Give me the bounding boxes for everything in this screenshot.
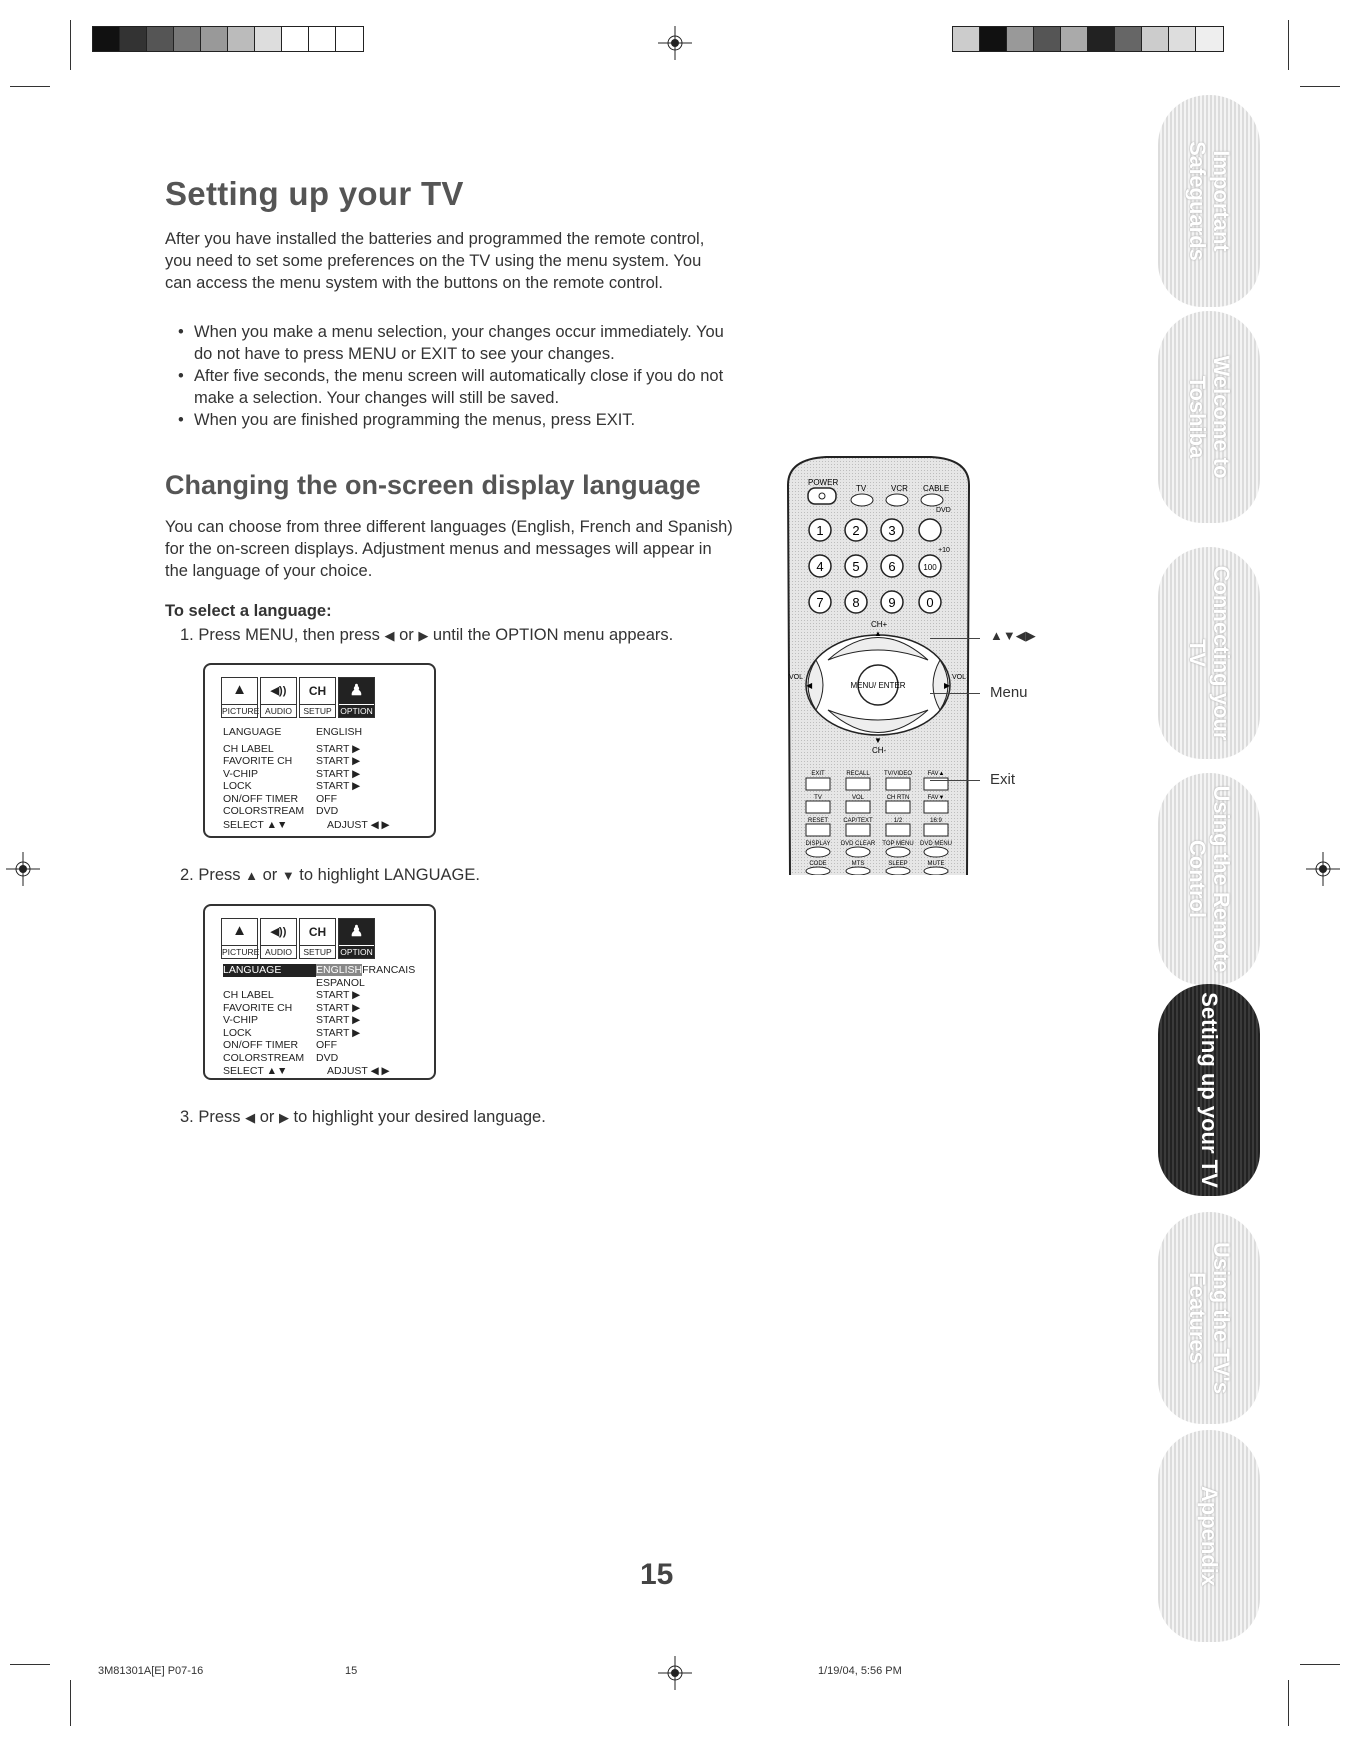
side-tab-features[interactable]: Using the TV's Features [1158,1212,1260,1424]
cap-text-button [846,824,870,836]
left-arrow-icon: ◀ [245,1110,256,1125]
cable-button [921,494,943,506]
crop-mark [1300,1664,1340,1665]
ch-minus-label: CH- [872,746,887,755]
fav-down-button [924,801,948,813]
svg-text:+10: +10 [938,547,950,554]
remote-label-dvd: DVD [936,507,951,514]
power-button [808,488,836,504]
right-arrow-icon: ▶ [418,628,429,643]
remote-label-power: POWER [808,478,839,487]
menu-items [223,964,415,1078]
menu-tab-option: ♟ OPTION [338,918,375,959]
step-number: 2. [180,866,194,884]
bullet-list [178,321,738,431]
menu-tab-picture: ▲ PICTURE [221,677,258,718]
svg-text:RECALL: RECALL [846,771,870,777]
picture-icon: ▲ [232,681,247,698]
svg-text:8: 8 [852,595,860,610]
down-arrow-icon: ▼ [281,868,295,883]
menu-tab-setup: CH SETUP [299,677,336,718]
svg-text:2: 2 [852,523,860,538]
step-number: 3. [180,1108,194,1126]
svg-text:3: 3 [888,523,896,538]
up-arrow-icon: ▲ [874,629,882,638]
svg-text:FAV▼: FAV▼ [927,795,945,801]
left-arrow-icon: ◀ [384,628,395,643]
option-menu-screen [203,663,436,838]
option-menu-language-screen [203,904,436,1080]
svg-text:DVD MENU: DVD MENU [919,841,953,847]
remote-label-vcr: VCR [891,484,908,493]
ch-rtn-button [886,801,910,813]
down-arrow-icon: ▼ [874,736,882,745]
menu-footer: SELECT ▲▼ ADJUST ◀ ▶ [223,818,390,831]
dvd-clear-button [846,847,870,857]
color-bar-left [92,26,364,52]
procedure-heading: To select a language: [165,602,332,620]
vcr-button [886,494,908,506]
step-number: 1. [180,626,194,644]
registration-mark-icon [6,852,40,886]
svg-text:EXIT: EXIT [811,771,825,777]
crop-mark [1300,86,1340,87]
svg-text:1/2: 1/2 [893,818,903,824]
step-2: 2. Press ▲ or ▼ to highlight LANGUAGE. [180,866,480,884]
tv-button-2 [806,801,830,813]
section-paragraph: You can choose from three different languages (English, French and Spanish) for the on-screen displays. Adjustment menus and messages will appear in the language of your choice. [165,518,733,580]
svg-text:7: 7 [816,595,824,610]
code-button [806,867,830,875]
svg-text:DISPLAY: DISPLAY [805,841,831,847]
svg-text:CH RTN: CH RTN [886,795,910,801]
menu-tab-setup: CH SETUP [299,918,336,959]
callout-line-exit [930,780,980,781]
step-1: 1. Press MENU, then press ◀ or ▶ until the OPTION menu appears. [180,626,674,644]
footer-timestamp: 1/19/04, 5:56 PM [818,1665,902,1677]
speaker-icon: ◀)) [270,685,287,697]
ch-icon: CH [308,925,327,939]
menu-row: COLORSTREAM DVD [223,1051,339,1064]
mts-button [846,867,870,875]
ch-icon: CH [308,684,327,698]
menu-tabs [221,677,375,718]
aspect-button [924,824,948,836]
menu-row: COLORSTREAM DVD [223,805,339,817]
recall-button [846,778,870,790]
crop-mark [10,86,50,87]
menu-row: CH LABEL START ▶ [223,742,361,755]
right-arrow-icon: ▶ [944,681,951,690]
menu-row: ON/OFF TIMER OFF [223,792,337,805]
svg-text:6: 6 [888,559,896,574]
svg-text:FAV▲: FAV▲ [927,771,945,777]
option-icon: ♟ [349,682,364,699]
menu-row: ON/OFF TIMER OFF [223,1039,337,1051]
svg-text:0: 0 [926,595,934,610]
step-3: 3. Press ◀ or ▶ to highlight your desired language. [180,1108,546,1126]
section-title: Changing the on-screen display language [165,470,701,500]
svg-text:CODE: CODE [809,861,827,867]
crop-mark [70,1680,71,1726]
picture-icon: ▲ [232,922,247,939]
tv-button [851,494,873,506]
callout-exit: Exit [990,771,1016,788]
remote-control-illustration [786,455,971,875]
remote-label-cable: CABLE [923,484,950,493]
svg-text:MTS: MTS [851,861,865,867]
top-menu-button [886,847,910,857]
svg-text:MUTE: MUTE [927,861,945,867]
svg-text:TOP MENU: TOP MENU [882,841,914,847]
half-button [886,824,910,836]
language-option-selected: ENGLISH [316,964,363,976]
callout-line-menu [930,693,980,694]
svg-text:1: 1 [816,523,824,538]
remote-label-tv: TV [856,484,867,493]
menu-tab-audio: ◀)) AUDIO [260,677,297,718]
dvd-menu-button [924,847,948,857]
vol-label-left: VOL [789,674,804,681]
page-title: Setting up your TV [165,175,464,212]
svg-text:100: 100 [923,563,937,572]
menu-tabs [221,918,375,959]
list-item: • When you are finished programming the menus, press EXIT. [178,409,738,431]
footer-job-code: 3M81301A[E] P07-16 [98,1665,204,1677]
dvd-button [919,519,941,541]
menu-row-language-highlighted: LANGUAGE ENGLISHFRANCAIS [223,964,416,976]
menu-row: LANGUAGE ENGLISH [223,726,363,738]
list-item: • After five seconds, the menu screen will automatically close if you do not make a selection. Your changes will still be saved. [178,365,738,409]
svg-text:5: 5 [852,559,860,574]
menu-row: FAVORITE CH START ▶ [223,755,361,767]
menu-row [223,977,415,990]
svg-text:TV/VIDEO: TV/VIDEO [883,771,913,777]
side-tab-remote[interactable]: Using the Remote Control [1158,773,1260,985]
svg-text:MENU/ ENTER: MENU/ ENTER [850,681,906,690]
registration-mark-icon [658,1656,692,1690]
tv-video-button [886,778,910,790]
callout-menu: Menu [990,684,1028,701]
page-number: 15 [640,1558,674,1591]
footer-page: 15 [345,1665,358,1677]
crop-mark [10,1664,50,1665]
svg-text:TV: TV [814,795,822,801]
sleep-button [886,867,910,875]
language-option: FRANCAIS [362,964,416,976]
svg-text:SLEEP: SLEEP [888,861,908,867]
callout-line-arrows [930,638,980,639]
side-tab-welcome[interactable]: Welcome to Toshiba [1158,311,1260,523]
menu-row: LOCK START ▶ [223,780,361,792]
menu-footer: SELECT ▲▼ ADJUST ◀ ▶ [223,1065,390,1077]
svg-text:16:9: 16:9 [930,818,942,824]
menu-tab-option: ♟ OPTION [338,677,375,718]
side-tab-setting-up[interactable]: Setting up your TV [1158,984,1260,1196]
crop-mark [1288,1680,1289,1726]
svg-text:DVD CLEAR: DVD CLEAR [840,841,876,847]
menu-row: V-CHIP START ▶ [223,1014,361,1026]
menu-row: V-CHIP START ▶ [223,767,361,780]
ch-plus-label: CH+ [871,620,888,629]
up-arrow-icon: ▲ [245,868,258,883]
language-option: ESPANOL [316,976,365,989]
menu-row: LOCK START ▶ [223,1026,361,1039]
menu-items [223,726,390,831]
left-arrow-icon: ◀ [806,681,813,690]
registration-mark-icon [658,26,692,60]
menu-row: CH LABEL START ▶ [223,989,361,1001]
crop-mark [70,20,71,70]
right-arrow-icon: ▶ [278,1110,289,1125]
svg-text:9: 9 [888,595,896,610]
side-tab-appendix[interactable]: Appendix [1158,1430,1260,1642]
reset-button [806,824,830,836]
side-tab-important-safeguards[interactable]: Important Safeguards [1158,95,1260,307]
svg-text:4: 4 [816,559,824,574]
speaker-icon: ◀)) [270,926,287,938]
option-icon: ♟ [349,923,364,940]
callout-arrows: ▲▼◀▶ [990,628,1036,643]
display-button [806,847,830,857]
intro-paragraph: After you have installed the batteries and programmed the remote control, you need to set some preferences on the TV using the menu system. You can access the menu system with the buttons on the remote control. [165,230,705,292]
vol-button [846,801,870,813]
menu-row: FAVORITE CH START ▶ [223,1001,361,1014]
mute-button [924,867,948,875]
svg-text:VOL: VOL [851,795,865,801]
registration-mark-icon [1306,852,1340,886]
exit-button [806,778,830,790]
list-item: • When you make a menu selection, your changes occur immediately. You do not have to press MENU or EXIT to see your changes. [178,321,738,365]
svg-text:CAP/TEXT: CAP/TEXT [843,818,873,824]
menu-tab-picture: ▲ PICTURE [221,918,258,959]
vol-label-right: VOL [952,674,967,681]
crop-mark [1288,20,1289,70]
svg-text:RESET: RESET [807,818,829,824]
color-bar-right [952,26,1224,52]
side-tab-connecting[interactable]: Connecting your TV [1158,547,1260,759]
menu-tab-audio: ◀)) AUDIO [260,918,297,959]
